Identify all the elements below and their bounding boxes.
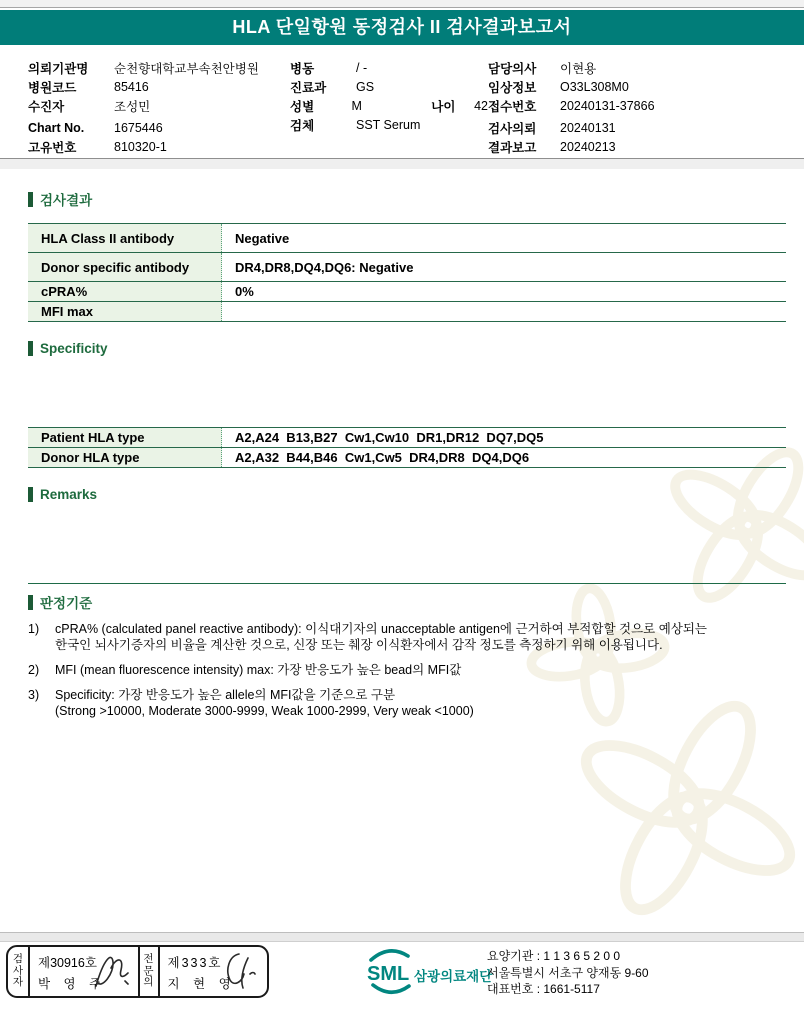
company-info-line: 요양기관 : 1 1 3 6 5 2 0 0 bbox=[487, 949, 621, 963]
results-table bbox=[28, 223, 786, 322]
field-label: 병동 bbox=[290, 61, 315, 76]
section-divider-strip bbox=[0, 158, 804, 169]
report-title-banner bbox=[0, 10, 804, 45]
page-title: HLA 단일항원 동정검사 II 검사결과보고서 bbox=[232, 17, 572, 37]
item-line: cPRA% (calculated panel reactive antibody): 이식대기자의 unacceptable antigen에 근거하여 부적합할 것으로 예상되는 bbox=[55, 622, 707, 636]
item-line: (Strong >10000, Moderate 3000-9999, Weak 1000-2999, Very weak <1000) bbox=[55, 704, 474, 718]
item-text bbox=[55, 662, 461, 678]
field-value: GS bbox=[356, 79, 375, 94]
examiner-name: 박 영 주 bbox=[38, 977, 107, 991]
field-label: 진료과 bbox=[290, 80, 327, 95]
examiner-cell bbox=[30, 947, 138, 996]
field-value: 20240131-37866 bbox=[560, 98, 655, 113]
company-info bbox=[487, 948, 649, 998]
info-row bbox=[488, 96, 794, 115]
item-line: Specificity: 가장 반응도가 높은 allele의 MFI값을 기준으로 구분 bbox=[55, 688, 396, 702]
row-label: Donor specific antibody bbox=[28, 253, 222, 281]
sml-logo-text: SML bbox=[367, 963, 410, 985]
specialist-cert-number: 제333호 bbox=[167, 956, 223, 970]
row-value: Negative bbox=[235, 230, 290, 246]
field-label: Chart No. bbox=[28, 120, 85, 135]
specificity-section-title bbox=[28, 341, 786, 356]
field-value: 순천향대학교부속천안병원 bbox=[114, 61, 259, 76]
field-value: M bbox=[351, 98, 362, 113]
section-bar-icon bbox=[28, 192, 33, 207]
report-body bbox=[0, 189, 804, 719]
specialist-role-label: 전문의 bbox=[138, 947, 160, 996]
examiner-signature-icon bbox=[92, 950, 134, 994]
row-label: HLA Class II antibody bbox=[28, 224, 222, 252]
field-value: 조성민 bbox=[114, 99, 151, 114]
info-row bbox=[290, 96, 488, 115]
row-label: Patient HLA type bbox=[28, 428, 222, 447]
specificity-table bbox=[28, 427, 786, 468]
info-row bbox=[290, 77, 488, 96]
company-info-line: 서울특별시 서초구 양재동 9-60 bbox=[487, 965, 649, 980]
item-number: 2) bbox=[28, 663, 40, 677]
footer-divider-strip bbox=[0, 932, 804, 942]
field-label: 성별 bbox=[290, 99, 315, 114]
field-value: 20240131 bbox=[560, 120, 616, 135]
info-row bbox=[290, 115, 488, 134]
field-label: 수진자 bbox=[28, 99, 65, 114]
section-title-text: 검사결과 bbox=[40, 193, 93, 208]
info-row bbox=[488, 137, 794, 156]
row-value: 0% bbox=[235, 284, 254, 299]
item-text bbox=[55, 687, 474, 719]
results-section-title bbox=[28, 189, 786, 209]
field-label: 검체 bbox=[290, 118, 315, 133]
patient-info-col3 bbox=[488, 58, 794, 158]
row-label: MFI max bbox=[28, 302, 222, 321]
company-info-line: 대표번호 : 1661-5117 bbox=[487, 982, 600, 996]
field-value: 1675446 bbox=[114, 120, 163, 135]
info-row bbox=[28, 58, 290, 77]
item-text bbox=[55, 621, 707, 653]
examiner-cert-number: 제30916호 bbox=[38, 956, 97, 970]
field-label: 접수번호 bbox=[488, 99, 537, 114]
criteria-list bbox=[28, 621, 786, 719]
table-row bbox=[28, 428, 786, 448]
age-label: 나이 bbox=[431, 99, 456, 114]
info-row bbox=[28, 77, 290, 96]
row-value bbox=[222, 302, 235, 321]
row-value: DR4,DR8,DQ4,DQ6: Negative bbox=[235, 259, 414, 275]
patient-info-block bbox=[0, 45, 804, 158]
info-row bbox=[28, 118, 290, 137]
sml-logo-icon bbox=[366, 947, 412, 995]
examiner-role-label: 검사자 bbox=[8, 947, 30, 996]
specialist-cell bbox=[160, 947, 268, 996]
field-label: 담당의사 bbox=[488, 61, 537, 76]
signature-box bbox=[6, 945, 269, 998]
item-number: 1) bbox=[28, 622, 40, 636]
info-row bbox=[28, 137, 290, 156]
row-label: Donor HLA type bbox=[28, 448, 222, 467]
field-label: 의뢰기관명 bbox=[28, 61, 89, 76]
item-line: MFI (mean fluorescence intensity) max: 가장 반응도가 높은 bead의 MFI값 bbox=[55, 663, 462, 677]
field-value: 20240213 bbox=[560, 139, 616, 154]
criteria-section-title bbox=[28, 592, 786, 612]
criteria-item bbox=[28, 687, 786, 719]
field-value: / - bbox=[356, 60, 368, 75]
criteria-divider-rule bbox=[28, 583, 786, 584]
specialist-name: 지 현 영 bbox=[167, 977, 236, 991]
row-value: A2,A24 B13,B27 Cw1,Cw10 DR1,DR12 DQ7,DQ5 bbox=[235, 430, 544, 445]
info-row bbox=[28, 96, 290, 115]
criteria-item bbox=[28, 621, 786, 653]
row-value: A2,A32 B44,B46 Cw1,Cw5 DR4,DR8 DQ4,DQ6 bbox=[235, 450, 530, 465]
table-row bbox=[28, 282, 786, 302]
criteria-item bbox=[28, 662, 786, 678]
section-title-text: Specificity bbox=[40, 341, 108, 356]
table-row bbox=[28, 448, 786, 468]
field-value: 이현용 bbox=[560, 61, 597, 76]
field-label: 고유번호 bbox=[28, 140, 77, 155]
row-label: cPRA% bbox=[28, 282, 222, 301]
patient-info-col1 bbox=[28, 58, 290, 158]
sml-organization-name: 삼광의료재단 bbox=[414, 969, 493, 984]
info-row bbox=[488, 77, 794, 96]
field-label: 임상정보 bbox=[488, 80, 537, 95]
info-row bbox=[290, 58, 488, 77]
section-title-text: 판정기준 bbox=[40, 596, 93, 611]
table-row bbox=[28, 302, 786, 322]
section-title-text: Remarks bbox=[40, 487, 98, 502]
remarks-section-title bbox=[28, 487, 786, 502]
info-row bbox=[488, 118, 794, 137]
section-bar-icon bbox=[28, 595, 33, 610]
field-value: O33L308M0 bbox=[560, 79, 629, 94]
field-label: 결과보고 bbox=[488, 140, 537, 155]
info-row bbox=[488, 58, 794, 77]
section-bar-icon bbox=[28, 341, 33, 356]
table-row bbox=[28, 253, 786, 282]
item-line: 한국인 뇌사기증자의 비율을 계산한 것으로, 신장 또는 췌장 이식환자에서 감작 정도를 측정하기 위해 이용됩니다. bbox=[55, 638, 663, 652]
age-value: 42 bbox=[474, 98, 488, 113]
patient-info-col2 bbox=[290, 58, 488, 158]
field-label: 병원코드 bbox=[28, 80, 77, 95]
table-row bbox=[28, 224, 786, 253]
section-bar-icon bbox=[28, 487, 33, 502]
item-number: 3) bbox=[28, 688, 40, 702]
field-value: SST Serum bbox=[356, 117, 421, 132]
specialist-signature-icon bbox=[221, 950, 261, 994]
field-value: 85416 bbox=[114, 79, 149, 94]
field-label: 검사의뢰 bbox=[488, 121, 537, 136]
field-value: 810320-1 bbox=[114, 139, 167, 154]
top-strip bbox=[0, 0, 804, 8]
